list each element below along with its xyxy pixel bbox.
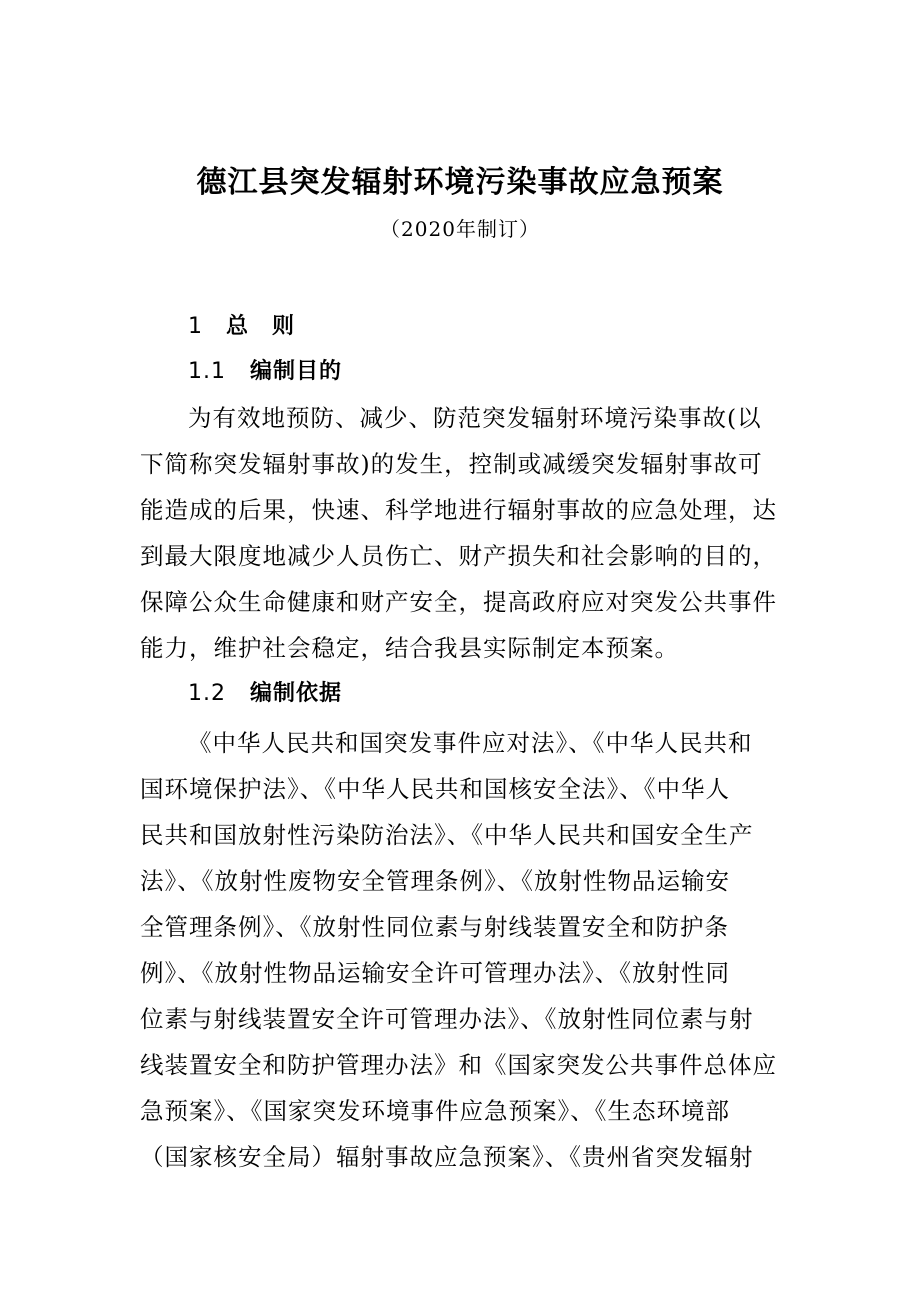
paragraph-line: 位素与射线装置安全许可管理办法》、《放射性同位素与射 — [140, 1005, 754, 1033]
paragraph-line: 为有效地预防、减少、防范突发辐射环境污染事故(以 — [188, 404, 762, 432]
paragraph-line: 到最大限度地减少人员伤亡、财产损失和社会影响的目的， — [140, 542, 777, 570]
paragraph-line: 下简称突发辐射事故)的发生，控制或减缓突发辐射事故可 — [140, 450, 763, 478]
paragraph-line: 保障公众生命健康和财产安全，提高政府应对突发公共事件 — [140, 588, 777, 616]
paragraph-line: （国家核安全局）辐射事故应急预案》、《贵州省突发辐射 — [140, 1143, 754, 1171]
paragraph-line: 法》、《放射性废物安全管理条例》、《放射性物品运输安 — [140, 867, 730, 895]
section-number: 1.2 — [188, 681, 226, 706]
paragraph-line: 能力，维护社会稳定，结合我县实际制定本预案。 — [140, 634, 679, 662]
paragraph-line: 能造成的后果，快速、科学地进行辐射事故的应急处理，达 — [140, 496, 777, 524]
document-title: 德江县突发辐射环境污染事故应急预案 — [196, 165, 724, 200]
section-1-2-heading — [188, 676, 780, 712]
section-title: 编制依据 — [250, 681, 343, 706]
section-number: 1 — [188, 314, 203, 339]
section-number: 1.1 — [188, 359, 226, 384]
paragraph-line: 例》、《放射性物品运输安全许可管理办法》、《放射性同 — [140, 959, 730, 987]
document-subtitle: （2020年制订） — [380, 217, 540, 241]
section-title: 总 则 — [226, 314, 296, 339]
paragraph-line: 全管理条例》、《放射性同位素与射线装置安全和防护条 — [140, 913, 729, 941]
paragraph-line: 急预案》、《国家突发环境事件应急预案》、《生态环境部 — [140, 1097, 730, 1125]
section-1-1-heading — [188, 354, 780, 390]
paragraph-line: 《中华人民共和国突发事件应对法》、《中华人民共和 — [188, 729, 753, 757]
paragraph-line: 线装置安全和防护管理办法》和《国家突发公共事件总体应 — [140, 1051, 777, 1079]
section-1-heading — [188, 309, 780, 345]
paragraph-line: 国环境保护法》、《中华人民共和国核安全法》、《中华人 — [140, 775, 730, 803]
paragraph-line: 民共和国放射性污染防治法》、《中华人民共和国安全生产 — [140, 821, 754, 849]
section-title: 编制目的 — [250, 359, 343, 384]
